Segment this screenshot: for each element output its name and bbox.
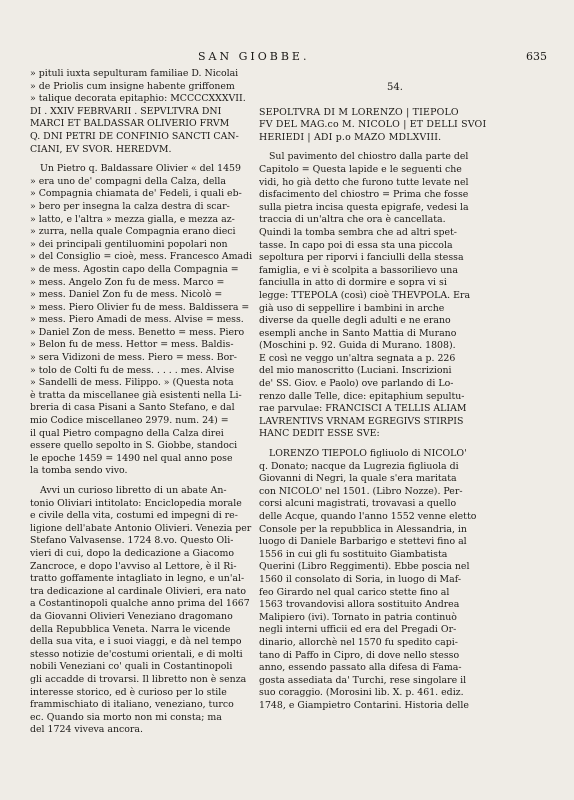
text-line: traccia di un'altra che ora è cancellata. — [259, 214, 446, 226]
text-line: ligione dell'abate Antonio Olivieri. Venezia per — [30, 522, 252, 534]
text-line: » sera Vidizoni de mess. Piero = mess. Bor- — [30, 352, 237, 364]
text-line: breria di casa Pisani a Santo Stefano, e dal — [30, 402, 235, 414]
text-line: CIANI, EV SVOR. HEREDVM. — [30, 143, 172, 155]
text-line: 1748, e Giampietro Contarini. Historia delle — [259, 699, 469, 711]
text-line: Sul pavimento del chiostro dalla parte del — [269, 151, 469, 163]
text-line: MARCI ET BALDASSAR OLIVERIO FRVM — [30, 118, 230, 130]
left-paragraph-olivier — [30, 163, 265, 478]
text-line: vieri di cui, dopo la dedicazione a Giacomo — [30, 547, 234, 559]
text-line: esempli anche in Santo Mattia di Murano — [259, 327, 457, 339]
text-line: le epoche 1459 = 1490 nel qual anno pose — [30, 452, 233, 464]
text-line: da Giovanni Olivieri Veneziano dragomano — [30, 610, 233, 622]
epitaph-inscription — [259, 107, 531, 145]
text-line: 1560 il consolato di Soria, in luogo di Maf- — [259, 573, 462, 585]
page-number: 635 — [526, 50, 547, 63]
text-line: Zancroce, e dopo l'avviso al Lettore, è il Ri- — [30, 560, 237, 572]
text-line: ec. Quando sia morto non mi consta; ma — [30, 711, 222, 723]
text-line: gli accadde di trovarsi. Il libretto non è senza — [30, 673, 247, 685]
text-line: il qual Pietro compagno della Calza direi — [30, 427, 224, 439]
text-line: Un Pietro q. Baldassare Olivier « del 1459 — [40, 163, 241, 175]
text-line: Giovanni di Negri, la quale s'era maritata — [259, 473, 457, 485]
text-line: E così ne veggo un'altra segnata a p. 226 — [259, 352, 456, 364]
text-line: LORENZO TIEPOLO figliuolo di NICOLO' — [269, 448, 467, 460]
text-line: Stefano Valvasense. 1724 8.vo. Questo Oli- — [30, 535, 234, 547]
text-line: anno, essendo passato alla difesa di Fama- — [259, 662, 462, 674]
text-line: è tratta da miscellanee già esistenti nella Li- — [30, 389, 242, 401]
text-line: del 1724 viveva ancora. — [30, 724, 143, 736]
text-line: e civile della vita, costumi ed impegni di re- — [30, 510, 238, 522]
text-line: » latto, e l'altra » mezza gialla, e mezza az- — [30, 213, 235, 225]
text-line: già uso di seppellire i bambini in arche — [259, 302, 445, 314]
text-line: negli interni ufficii ed era del Pregadi Or- — [259, 624, 457, 636]
text-line: » Sandelli de mess. Filippo. » (Questa nota — [30, 377, 234, 389]
text-line: mio Codice miscellaneo 2979. num. 24) = — [30, 415, 229, 427]
text-line: » Belon fu de mess. Hettor = mess. Baldis- — [30, 339, 234, 351]
right-paragraph-chiostro — [259, 151, 531, 441]
left-paragraph-epitaph — [30, 68, 265, 156]
text-line: sepoltura per riporvi i fanciulli della stessa — [259, 252, 464, 264]
text-line: tasse. In capo poi di essa sta una piccola — [259, 239, 453, 251]
text-line: » bero per insegna la calza destra di scar- — [30, 200, 230, 212]
running-header: SAN GIOBBE. — [198, 50, 310, 63]
text-line: LAVRENTIVS VRNAM EGREGIVS STIRPIS — [259, 415, 464, 427]
text-line: della Repubblica Veneta. Narra le vicende — [30, 623, 231, 635]
left-paragraph-oliviari — [30, 485, 265, 737]
right-paragraph-lorenzo-tiepolo — [259, 448, 531, 712]
text-line: » Daniel Zon de mess. Benetto = mess. Piero — [30, 326, 245, 338]
text-line: Console per la repubblica in Alessandria, in — [259, 523, 467, 535]
section-number: 54. — [387, 82, 403, 93]
text-line: frammischiato di italiano, veneziano, turco — [30, 699, 234, 711]
text-line: diverse da quelle degli adulti e ne erano — [259, 315, 451, 327]
text-line: disfacimento del chiostro = Prima che fosse — [259, 189, 469, 201]
text-line: » de mess. Agostin capo della Compagnia = — [30, 263, 239, 275]
text-line: » dei principali gentiluomini popolari non — [30, 238, 228, 250]
text-line: della sua vita, e i suoi viaggi, e dà nel tempo — [30, 636, 242, 648]
text-line: delle Acque, quando l'anno 1552 venne eletto — [259, 511, 477, 522]
text-line: Querini (Libro Reggimenti). Ebbe poscia nel — [259, 561, 470, 573]
text-line: con NICOLO' nel 1501. (Libro Nozze). Per- — [259, 485, 463, 497]
text-line: » zurra, nella quale Compagnia erano dieci — [30, 226, 236, 238]
text-line: » mess. Daniel Zon fu de mess. Nicolò = — [30, 289, 223, 301]
text-line: rae parvulae: FRANCISCI A TELLIS ALIAM — [259, 403, 467, 415]
text-line: feo Girardo nel qual carico stette fino al — [259, 586, 450, 598]
text-line: HERIEDI | ADI p.o MAZO MDLXVIII. — [259, 131, 442, 143]
text-line: legge: TTEPOLA (così) cioè THEVPOLA. Era — [259, 289, 471, 301]
text-line: » de Priolis cum insigne habente griffonem — [30, 80, 235, 92]
right-column — [259, 68, 531, 713]
text-line: » era uno de' compagni della Calza, della — [30, 175, 227, 187]
text-line: Q. DNI PETRI DE CONFINIO SANCTI CAN- — [30, 130, 239, 142]
text-line: » del Consiglio = cioè, mess. Francesco Amadi — [30, 251, 253, 263]
text-line: gosta assediata da' Turchi, rese singolare il — [259, 674, 467, 686]
text-line: essere quello sepolto in S. Giobbe, standoci — [30, 440, 238, 452]
text-line: 1556 in cui gli fu sostituito Giambatista — [259, 548, 448, 560]
text-line: interesse storico, ed è curioso per lo stile — [30, 686, 227, 698]
text-line: del mio manoscritto (Luciani. Inscrizioni — [259, 365, 452, 377]
text-line: nobili Veneziani co' quali in Costantinopoli — [30, 661, 233, 673]
text-line: tonio Oliviari intitolato: Enciclopedia morale — [30, 497, 242, 509]
text-line: Avvi un curioso libretto di un abate An- — [40, 485, 227, 496]
text-line: » mess. Angelo Zon fu de mess. Marco = — [30, 276, 225, 288]
text-line: Quindi la tomba sembra che ad altri spet- — [259, 226, 457, 238]
left-column — [30, 68, 265, 737]
text-line: vidi, ho già detto che furono tutte levate nel — [259, 176, 469, 188]
text-line: suo coraggio. (Morosini lib. X. p. 461. ediz. — [259, 687, 464, 699]
text-line: famiglia, e vi è scolpita a bassorilievo una — [259, 264, 458, 276]
text-line: HANC DEDIT ESSE SVE: — [259, 428, 380, 440]
text-line: SEPOLTVRA DI M LORENZO | TIEPOLO — [259, 106, 459, 118]
text-line: » Compagnia chiamata de' Fedeli, i quali eb- — [30, 188, 242, 200]
text-line: DI . XXIV FEBRVARII . SEPVLTVRA DNI — [30, 105, 222, 117]
text-line: tra dedicazione al cardinale Olivieri, era nato — [30, 585, 247, 597]
text-line: corsi alcuni magistrati, trovavasi a quello — [259, 498, 457, 510]
text-line: luogo di Daniele Barbarigo e stettevi fino al — [259, 536, 467, 548]
text-line: » tolo de Colti fu de mess. . . . . mes. Alvise — [30, 364, 235, 376]
text-line: » talique decorata epitaphio: MCCCCXXXVII. — [30, 93, 246, 105]
text-line: » mess. Piero Amadi de mess. Alvise = mess. — [30, 314, 244, 326]
text-line: tano di Paffo in Cipro, di dove nello stesso — [259, 649, 460, 661]
text-line: fanciulla in atto di dormire e sopra vi si — [259, 277, 447, 289]
text-line: Malipiero (ivi). Tornato in patria continuò — [259, 611, 457, 623]
text-line: tratto goffamente intagliato in legno, e un'al- — [30, 573, 245, 585]
text-line: a Costantinopoli qualche anno prima del 1667 — [30, 598, 250, 610]
text-line: q. Donato; nacque da Lugrezia figliuola di — [259, 460, 459, 472]
text-line: 1563 trovandovisi allora sostituito Andrea — [259, 599, 460, 611]
text-line: de' SS. Giov. e Paolo) ove parlando di Lo- — [259, 378, 454, 390]
text-line: dinario, allorchè nel 1570 fu spedito capi- — [259, 636, 458, 648]
text-line: sulla pietra incisa questa epigrafe, vedesi la — [259, 201, 469, 213]
text-line: FV DEL MAG.co M. NICOLO | ET DELLI SVOI — [259, 119, 487, 131]
text-line: Capitolo = Questa lapide e le seguenti che — [259, 163, 462, 175]
text-line: la tomba sendo vivo. — [30, 465, 128, 477]
text-line: (Moschini p. 92. Guida di Murano. 1808). — [259, 340, 456, 352]
text-line: stesso notizie de'costumi orientali, e di molti — [30, 648, 243, 660]
text-line: » pituli iuxta sepulturam familiae D. Nicolai — [30, 68, 239, 79]
text-line: renzo dalle Telle, dice: epitaphium sepultu- — [259, 390, 465, 402]
text-line: » mess. Piero Olivier fu de mess. Baldissera = — [30, 301, 250, 313]
